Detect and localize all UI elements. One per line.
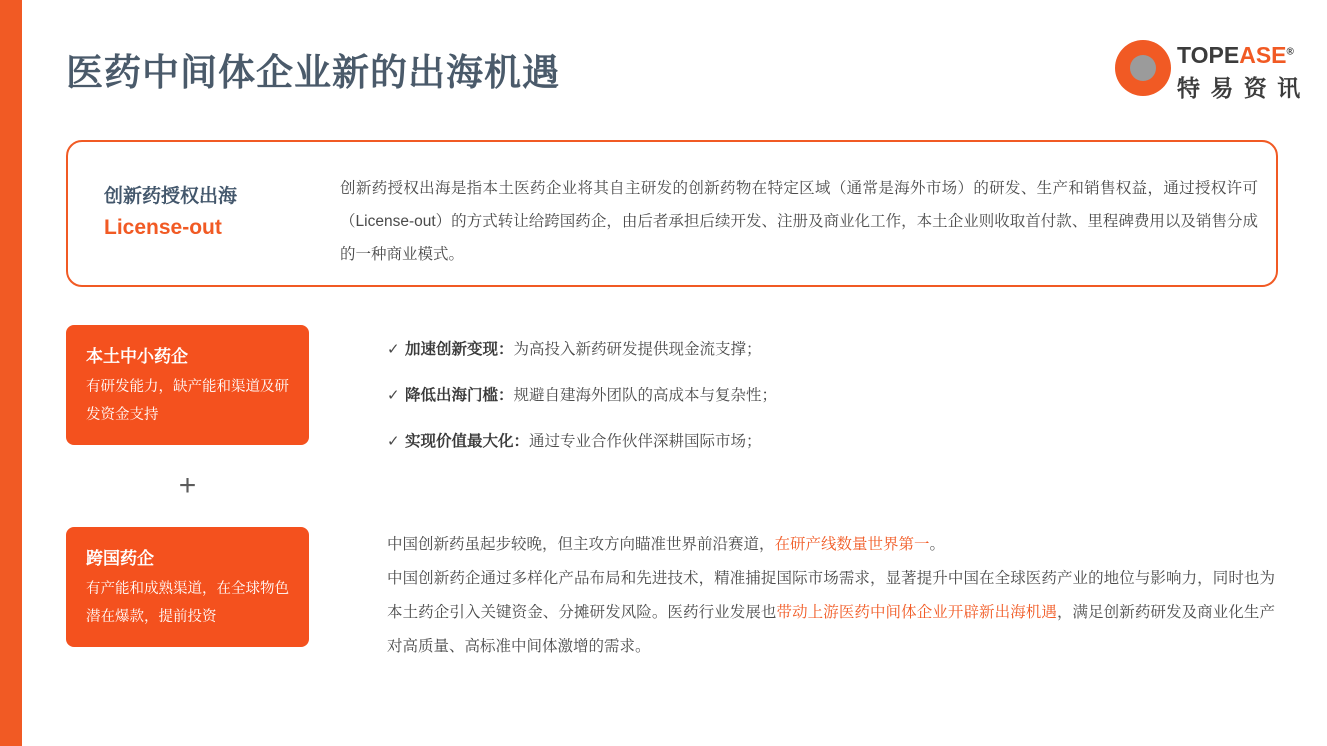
bullet-heading: 加速创新变现： <box>405 341 514 358</box>
card-title: 本土中小药企 <box>86 347 188 366</box>
definition-label-cn: 创新药授权出海 <box>104 186 238 207</box>
paragraph-one <box>387 528 1275 562</box>
bullet-text <box>405 430 762 454</box>
bullet-body: 规避自建海外团队的高成本与复杂性； <box>513 387 778 404</box>
definition-label <box>104 182 334 244</box>
card-multinational-pharma <box>66 527 309 647</box>
paragraph-two-text: 中国创新药企通过多样化产品布局和先进技术，精准捕捉国际市场需求，显著提升中国在全球医药产业的地位与影响力，同时也为本土药企引入关键资金、分摊研发风险。医药行业发展也 <box>387 570 1275 621</box>
card-description: 有研发能力，缺产能和渠道及研发资金支持 <box>86 379 289 423</box>
left-accent-bar <box>0 0 22 746</box>
definition-callout-box <box>66 140 1278 287</box>
paragraph-one-highlight: 在研产线数量世界第一 <box>774 536 930 553</box>
logo-brand-part1: TOPE <box>1177 42 1240 68</box>
list-item <box>387 384 1247 408</box>
benefit-bullet-list <box>387 338 1247 476</box>
registered-mark-icon: ® <box>1286 46 1294 58</box>
card-description: 有产能和成熟渠道，在全球物色潜在爆款，提前投资 <box>86 581 289 625</box>
logo-brand-chinese: 特 易 资 讯 <box>1177 75 1303 101</box>
check-icon: ✓ <box>387 341 400 358</box>
logo-brand-part2: ASE <box>1239 42 1287 68</box>
definition-label-en: License-out <box>104 216 222 239</box>
paragraph-two-highlight: 带动上游医药中间体企业开辟新出海机遇 <box>776 604 1057 621</box>
bullet-text <box>405 384 777 408</box>
company-logo <box>1115 38 1305 100</box>
plus-connector: + <box>178 469 197 502</box>
card-title: 跨国药企 <box>86 549 154 568</box>
bullet-heading: 实现价值最大化： <box>405 433 530 450</box>
bullet-text <box>405 338 762 362</box>
logo-brand-latin <box>1177 42 1294 69</box>
bullet-body: 通过专业合作伙伴深耕国际市场； <box>529 433 762 450</box>
paragraph-one-tail: 。 <box>929 536 946 553</box>
bullet-heading: 降低出海门槛： <box>405 387 514 404</box>
bullet-body: 为高投入新药研发提供现金流支撑； <box>513 341 762 358</box>
slide-canvas <box>22 0 1327 746</box>
check-icon: ✓ <box>387 387 400 404</box>
page-title: 医药中间体企业新的出海机遇 <box>66 52 560 93</box>
paragraph-one-text: 中国创新药虽起步较晚，但主攻方向瞄准世界前沿赛道， <box>387 536 775 553</box>
paragraph-two-tail: ，满足创新药研发及商业化生产对高质量、高标准中间体激增的需求。 <box>387 604 1275 655</box>
body-paragraphs <box>387 528 1275 664</box>
circle-logo-icon <box>1115 40 1171 96</box>
paragraph-two <box>387 562 1275 664</box>
card-domestic-smes <box>66 325 309 445</box>
check-icon: ✓ <box>387 433 400 450</box>
list-item <box>387 430 1247 454</box>
list-item <box>387 338 1247 362</box>
definition-body-text: 创新药授权出海是指本土医药企业将其自主研发的创新药物在特定区域（通常是海外市场）的研发、生产和销售权益，通过授权许可（License-out）的方式转让给跨国药企，由后者承担后续开发、注册及商业化工作，本土企业则收取首付款、里程碑费用以及销售分成的一种商业模式。 <box>340 180 1258 263</box>
